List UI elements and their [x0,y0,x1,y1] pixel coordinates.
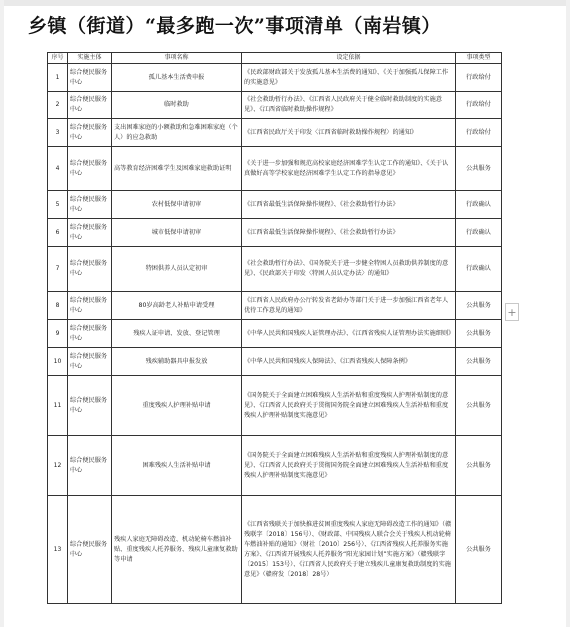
table-row [48,376,502,436]
row-no: 5 [48,191,68,219]
row-no: 1 [48,64,68,92]
row-subject: 综合便民服务中心 [68,147,112,191]
row-no: 2 [48,92,68,119]
row-no: 9 [48,320,68,348]
row-subject: 综合便民服务中心 [68,119,112,147]
row-no: 10 [48,348,68,376]
table-row [48,496,502,604]
row-type: 行政给付 [456,64,502,92]
table-row [48,219,502,247]
items-table [47,52,502,604]
row-no: 6 [48,219,68,247]
row-type: 行政确认 [456,219,502,247]
row-name: 残疾辅助器具申报发放 [112,348,242,376]
row-basis: 《江西省残联关于加快推进贫困重度残疾人家庭无障碍改造工作的通知》（赣残联字〔2018〕156号）、《财政部、中国残疾人联合会关于残疾人机动轮椅车燃油补贴的通知》（财社〔2010〕256号）、《江西省残疾人托养服务实施方案》、《江西省开展残疾人托养服务“阳光家园计划”实施方案》（赣残联字〔2015〕153号）、《江西省人民政府关于建立残疾儿童康复救助制度的实施意见》（赣府发〔2018〕28号） [242,496,456,604]
row-basis: 《社会救助暂行办法》、《江西省人民政府关于健全临时救助制度的实施意见》、《江西省临时救助操作规程》 [242,92,456,119]
row-subject: 综合便民服务中心 [68,92,112,119]
row-name: 困难残疾人生活补贴申请 [112,436,242,496]
row-subject: 综合便民服务中心 [68,292,112,320]
row-basis: 《江西省民政厅关于印发〈江西省临时救助操作规程〉的通知》 [242,119,456,147]
row-type: 行政确认 [456,247,502,292]
header-subject: 实施主体 [68,53,112,64]
table-row [48,348,502,376]
row-basis: 《社会救助暂行办法》、《国务院关于进一步健全特困人员救助供养制度的意见》、《民政部关于印发〈特困人员认定办法〉的通知》 [242,247,456,292]
row-name: 80岁高龄老人补贴申请受理 [112,292,242,320]
row-type: 行政确认 [456,191,502,219]
row-no: 13 [48,496,68,604]
row-name: 残疾人家庭无障碍改造、机动轮椅车燃油补贴、重度残疾人托养服务、残疾儿童康复救助等申请 [112,496,242,604]
table-row [48,92,502,119]
table-header-row [48,53,502,64]
row-no: 8 [48,292,68,320]
row-basis: 《江西省人民政府办公厅转发省老龄办等部门关于进一步加强江西省老年人优待工作意见的通知》 [242,292,456,320]
row-subject: 综合便民服务中心 [68,320,112,348]
row-name: 农村低保申请初审 [112,191,242,219]
row-basis: 《中华人民共和国残疾人保障法》、《江西省残疾人保障条例》 [242,348,456,376]
row-name: 孤儿基本生活费申报 [112,64,242,92]
row-subject: 综合便民服务中心 [68,64,112,92]
row-type: 公共服务 [456,348,502,376]
table-row [48,147,502,191]
row-subject: 综合便民服务中心 [68,191,112,219]
row-basis: 《国务院关于全面建立困难残疾人生活补贴和重度残疾人护理补贴制度的意见》、《江西省人民政府关于贯彻国务院全面建立困难残疾人生活补贴和重度残疾人护理补贴制度实施意见》 [242,436,456,496]
row-type: 公共服务 [456,320,502,348]
header-name: 事项名称 [112,53,242,64]
row-type: 公共服务 [456,436,502,496]
header-no: 序号 [48,53,68,64]
row-basis: 《国务院关于全面建立困难残疾人生活补贴和重度残疾人护理补贴制度的意见》、《江西省人民政府关于贯彻国务院全面建立困难残疾人生活补贴和重度残疾人护理补贴制度实施意见》 [242,376,456,436]
header-basis: 设定依据 [242,53,456,64]
row-type: 行政给付 [456,119,502,147]
table-row [48,292,502,320]
row-basis: 《江西省最低生活保障操作规程》、《社会救助暂行办法》 [242,191,456,219]
row-no: 3 [48,119,68,147]
row-name: 临时救助 [112,92,242,119]
row-basis: 《中华人民共和国残疾人证管理办法》、《江西省残疾人证管理办法实施细则》 [242,320,456,348]
row-subject: 综合便民服务中心 [68,247,112,292]
table-row [48,119,502,147]
page-edge-right [566,0,570,627]
table-row [48,64,502,92]
header-type: 事项类型 [456,53,502,64]
row-basis: 《关于进一步加强和规范高校家庭经济困难学生认定工作的通知》、《关于认真做好高等学校家庭经济困难学生认定工作的指导意见》 [242,147,456,191]
row-type: 公共服务 [456,292,502,320]
row-subject: 综合便民服务中心 [68,376,112,436]
row-subject: 综合便民服务中心 [68,436,112,496]
row-name: 支出困难家庭的小额救助和急难困难家庭（个人）的应急救助 [112,119,242,147]
row-no: 11 [48,376,68,436]
row-subject: 综合便民服务中心 [68,348,112,376]
row-type: 公共服务 [456,147,502,191]
row-basis: 《民政部财政部关于发放孤儿基本生活费的通知》、《关于加强孤儿保障工作的实施意见》 [242,64,456,92]
row-no: 4 [48,147,68,191]
row-name: 高等教育经济困难学生及困难家庭救助证明 [112,147,242,191]
row-subject: 综合便民服务中心 [68,219,112,247]
table-row [48,436,502,496]
table-row [48,247,502,292]
row-type: 行政给付 [456,92,502,119]
row-no: 12 [48,436,68,496]
row-name: 特困供养人员认定初审 [112,247,242,292]
page-title: 乡镇（街道）“最多跑一次”事项清单（南岩镇） [28,15,441,37]
row-no: 7 [48,247,68,292]
row-subject: 综合便民服务中心 [68,496,112,604]
row-type: 公共服务 [456,376,502,436]
row-type: 公共服务 [456,496,502,604]
row-name: 城市低保申请初审 [112,219,242,247]
page-edge-left [0,0,4,627]
add-icon[interactable]: + [505,303,519,321]
table-row [48,191,502,219]
row-name: 重度残疾人护理补贴申请 [112,376,242,436]
row-basis: 《江西省最低生活保障操作规程》、《社会救助暂行办法》 [242,219,456,247]
row-name: 残疾人证申请、发放、登记管理 [112,320,242,348]
table-row [48,320,502,348]
